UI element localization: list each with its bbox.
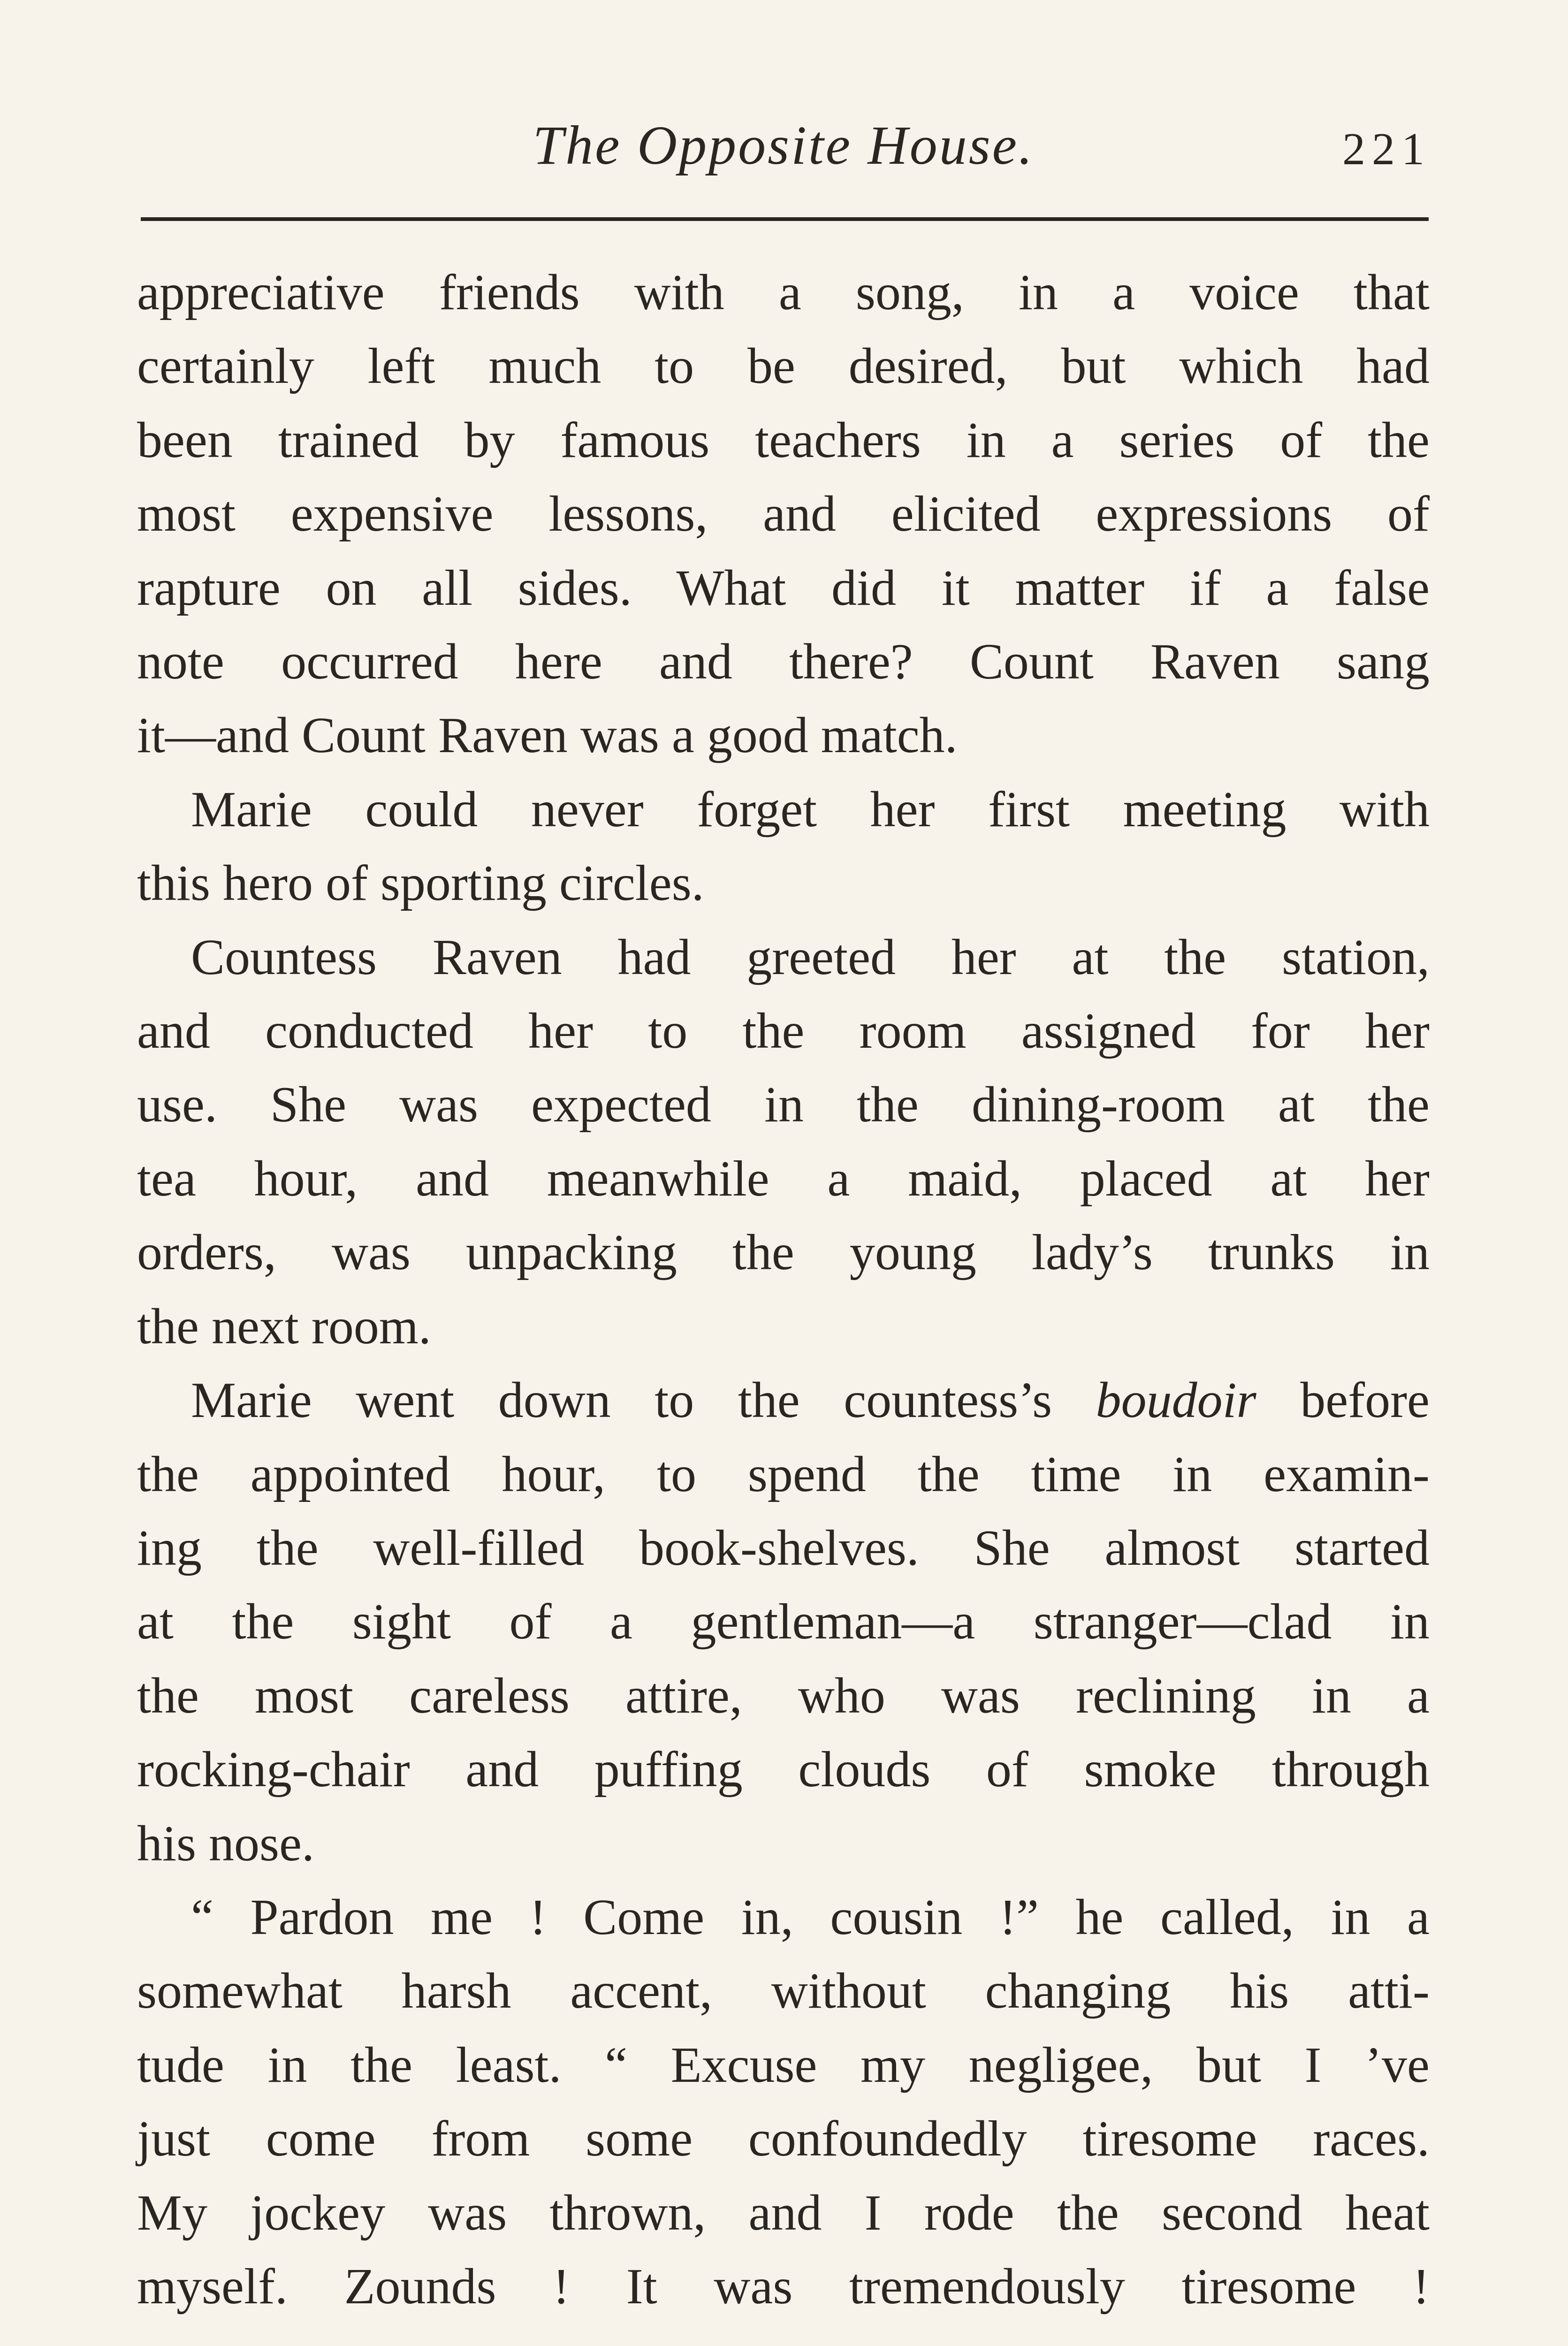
text-line: ing the well-filled book-shelves. She almost started bbox=[137, 1520, 1430, 1576]
text-line: rapture on all sides. What did it matter if a false bbox=[137, 560, 1430, 616]
text-line: myself. Zounds ! It was tremendously tiresome ! bbox=[137, 2258, 1430, 2315]
paragraph-3 bbox=[137, 921, 1430, 1363]
text-line: his nose. bbox=[137, 1815, 314, 1872]
page-number: 221 bbox=[1342, 124, 1431, 175]
text-line: certainly left much to be desired, but which had bbox=[137, 338, 1430, 395]
text-line: tea hour, and meanwhile a maid, placed at her bbox=[137, 1150, 1430, 1207]
text-line: this hero of sporting circles. bbox=[137, 855, 704, 912]
paragraph-5 bbox=[137, 1881, 1430, 2323]
text-line: been trained by famous teachers in a series of the bbox=[137, 412, 1430, 468]
text-line: and conducted her to the room assigned for her bbox=[137, 1003, 1430, 1059]
body-text bbox=[137, 256, 1430, 2323]
text-line: “ Pardon me ! Come in, cousin !” he called, in a bbox=[191, 1889, 1430, 1945]
text-line: the most careless attire, who was reclining in a bbox=[137, 1668, 1430, 1724]
text-line: note occurred here and there? Count Raven sang bbox=[137, 634, 1430, 690]
text-line: tude in the least. “ Excuse my negligee, but I ’ve bbox=[137, 2037, 1430, 2093]
text-line: somewhat harsh accent, without changing his atti- bbox=[137, 1963, 1430, 2019]
text-line: Marie could never forget her first meeting with bbox=[191, 781, 1430, 838]
paragraph-2 bbox=[137, 773, 1430, 921]
text-line: use. She was expected in the dining-room at the bbox=[137, 1077, 1430, 1133]
text-line: Countess Raven had greeted her at the station, bbox=[191, 929, 1430, 985]
running-title: The Opposite House. bbox=[533, 114, 1035, 176]
text-line: at the sight of a gentleman—a stranger—clad in bbox=[137, 1594, 1430, 1650]
header-rule bbox=[141, 217, 1429, 221]
paragraph-4 bbox=[137, 1363, 1430, 1881]
text-line: the appointed hour, to spend the time in examin- bbox=[137, 1446, 1430, 1502]
text-line: appreciative friends with a song, in a voice that bbox=[137, 265, 1430, 320]
emphasis-boudoir: boudoir bbox=[1096, 1372, 1256, 1429]
text-line: the next room. bbox=[137, 1298, 431, 1355]
text-line: My jockey was thrown, and I rode the second heat bbox=[137, 2185, 1430, 2241]
text-line: orders, was unpacking the young lady’s trunks in bbox=[137, 1225, 1430, 1281]
text-line-with-emphasis: Marie went down to the countess’s boudoir before bbox=[191, 1372, 1430, 1429]
text-line: it—and Count Raven was a good match. bbox=[137, 708, 958, 764]
page-header bbox=[136, 108, 1431, 188]
text-line: most expensive lessons, and elicited expressions of bbox=[137, 486, 1430, 542]
text-line: rocking-chair and puffing clouds of smoke through bbox=[137, 1742, 1430, 1798]
paragraph-1 bbox=[137, 256, 1430, 773]
text-line: just come from some confoundedly tiresome races. bbox=[137, 2111, 1430, 2167]
